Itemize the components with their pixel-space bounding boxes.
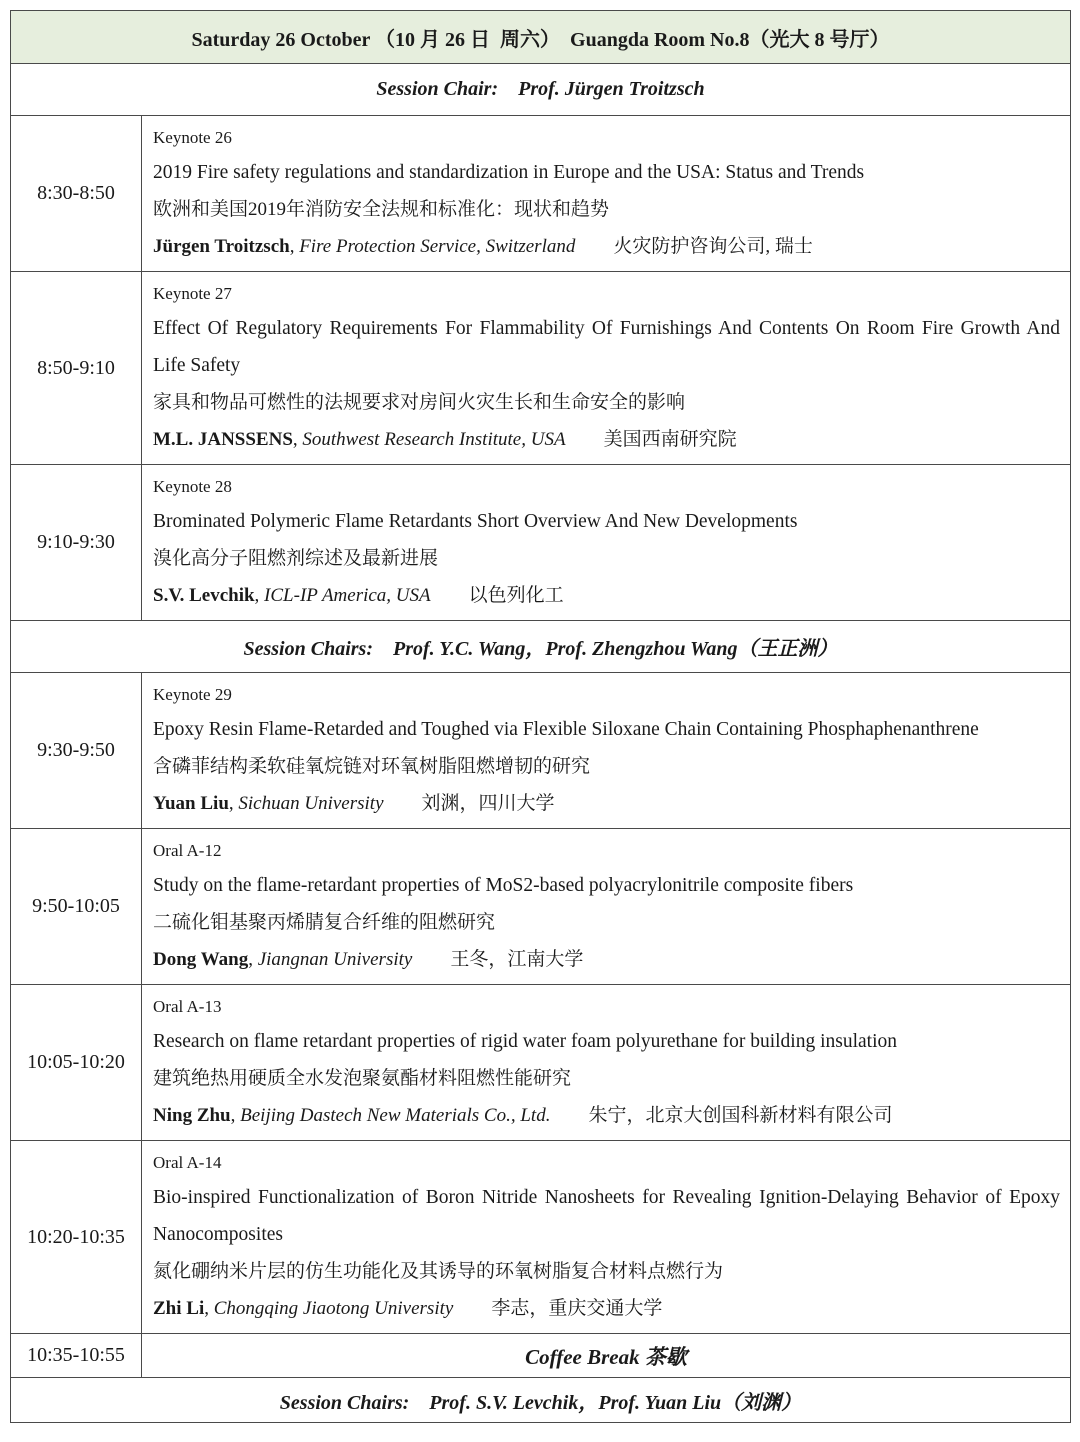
talk-author-line: Yuan Liu, Sichuan University 刘渊，四川大学 [153, 793, 555, 814]
author-affiliation-chinese: 王冬，江南大学 [450, 949, 584, 970]
session-chair: Session Chair: Prof. Jürgen Troitzsch [11, 64, 1071, 116]
talk-title: Research on flame retardant properties of rigid water foam polyurethane for building insulation [153, 1031, 897, 1052]
coffee-break-row [11, 1334, 1071, 1378]
talk-row [11, 985, 1071, 1141]
author-affiliation: Jiangnan University [257, 949, 413, 970]
author-affiliation: Southwest Research Institute, USA [302, 429, 566, 450]
talk-title: Bio-inspired Functionalization of Boron Nitride Nanosheets for Revealing Ignition-Delaying Behavior of Epoxy Nanocomposites [153, 1187, 1060, 1245]
talk-row [11, 465, 1071, 621]
talk-author-line: Jürgen Troitzsch, Fire Protection Service, Switzerland 火灾防护咨询公司, 瑞士 [153, 236, 813, 257]
author-affiliation-chinese: 以色列化工 [468, 585, 564, 606]
talk-title: Epoxy Resin Flame-Retarded and Toughed via Flexible Siloxane Chain Containing Phosphaphenanthrene [153, 719, 979, 740]
talk-type: Keynote 26 [153, 128, 232, 147]
talk-details [142, 673, 1071, 829]
author-name: Zhi Li [153, 1298, 205, 1319]
author-affiliation: Chongqing Jiaotong University [213, 1298, 454, 1319]
talk-title-chinese: 氮化硼纳米片层的仿生功能化及其诱导的环氧树脂复合材料点燃行为 [153, 1261, 724, 1282]
day-header-row [11, 11, 1071, 64]
time-slot: 8:30-8:50 [11, 116, 142, 272]
coffee-break-label: Coffee Break 茶歇 [142, 1334, 1071, 1378]
talk-type: Oral A-14 [153, 1153, 222, 1172]
author-affiliation: Beijing Dastech New Materials Co., Ltd. [240, 1105, 551, 1126]
talk-title-chinese: 建筑绝热用硬质全水发泡聚氨酯材料阻燃性能研究 [153, 1068, 572, 1089]
author-affiliation-chinese: 刘渊，四川大学 [421, 793, 555, 814]
author-name: Dong Wang [153, 949, 249, 970]
talk-row [11, 829, 1071, 985]
talk-details [142, 829, 1071, 985]
author-name: Jürgen Troitzsch [153, 236, 290, 257]
session-chair: Session Chairs: Prof. S.V. Levchik，Prof. Yuan Liu（刘渊） [11, 1378, 1071, 1423]
day-header: Saturday 26 October （10 月 26 日 周六） Guangda Room No.8（光大 8 号厅） [11, 11, 1071, 64]
talk-row [11, 272, 1071, 465]
talk-row [11, 116, 1071, 272]
talk-author-line: M.L. JANSSENS, Southwest Research Institute, USA 美国西南研究院 [153, 429, 737, 450]
talk-title-chinese: 含磷菲结构柔软硅氧烷链对环氧树脂阻燃增韧的研究 [153, 756, 591, 777]
author-affiliation: Fire Protection Service, Switzerland [299, 236, 576, 257]
talk-title-chinese: 溴化高分子阻燃剂综述及最新进展 [153, 548, 439, 569]
time-slot: 10:35-10:55 [11, 1334, 142, 1378]
talk-title-chinese: 家具和物品可燃性的法规要求对房间火灾生长和生命安全的影响 [153, 392, 686, 413]
talk-author-line: Zhi Li, Chongqing Jiaotong University 李志，重庆交通大学 [153, 1298, 663, 1319]
author-name: Ning Zhu [153, 1105, 231, 1126]
time-slot: 10:20-10:35 [11, 1141, 142, 1334]
author-affiliation-chinese: 美国西南研究院 [603, 429, 737, 450]
talk-details [142, 116, 1071, 272]
talk-title: Study on the flame-retardant properties of MoS2-based polyacrylonitrile composite fibers [153, 875, 854, 896]
time-slot: 9:10-9:30 [11, 465, 142, 621]
talk-title: Brominated Polymeric Flame Retardants Short Overview And New Developments [153, 511, 798, 532]
talk-type: Keynote 27 [153, 284, 232, 303]
talk-title-chinese: 二硫化钼基聚丙烯腈复合纤维的阻燃研究 [153, 912, 496, 933]
talk-row [11, 673, 1071, 829]
author-affiliation: ICL-IP America, USA [264, 585, 431, 606]
session-chair-row [11, 64, 1071, 116]
author-affiliation-chinese: 李志，重庆交通大学 [491, 1298, 663, 1319]
session-chair-row [11, 1378, 1071, 1423]
talk-author-line: S.V. Levchik, ICL-IP America, USA 以色列化工 [153, 585, 564, 606]
talk-details [142, 272, 1071, 465]
talk-details [142, 1141, 1071, 1334]
author-affiliation-chinese: 朱宁，北京大创国科新材料有限公司 [588, 1105, 893, 1126]
talk-type: Oral A-13 [153, 997, 222, 1016]
talk-type: Oral A-12 [153, 841, 222, 860]
session-chair-row [11, 621, 1071, 673]
talk-details [142, 985, 1071, 1141]
author-name: Yuan Liu [153, 793, 229, 814]
talk-author-line: Dong Wang, Jiangnan University 王冬，江南大学 [153, 949, 584, 970]
time-slot: 8:50-9:10 [11, 272, 142, 465]
author-name: M.L. JANSSENS [153, 429, 293, 450]
talk-row [11, 1141, 1071, 1334]
talk-type: Keynote 29 [153, 685, 232, 704]
author-affiliation-chinese: 火灾防护咨询公司, 瑞士 [613, 236, 813, 257]
talk-author-line: Ning Zhu, Beijing Dastech New Materials Co., Ltd. 朱宁，北京大创国科新材料有限公司 [153, 1105, 893, 1126]
talk-title: 2019 Fire safety regulations and standardization in Europe and the USA: Status and Trends [153, 162, 865, 183]
talk-details [142, 465, 1071, 621]
session-chair: Session Chairs: Prof. Y.C. Wang，Prof. Zhengzhou Wang（王正洲） [11, 621, 1071, 673]
schedule-table [10, 10, 1071, 1423]
time-slot: 9:30-9:50 [11, 673, 142, 829]
talk-title: Effect Of Regulatory Requirements For Flammability Of Furnishings And Contents On Room Fire Growth And Life Safety [153, 318, 1060, 376]
talk-type: Keynote 28 [153, 477, 232, 496]
author-affiliation: Sichuan University [238, 793, 384, 814]
author-name: S.V. Levchik [153, 585, 255, 606]
time-slot: 10:05-10:20 [11, 985, 142, 1141]
time-slot: 9:50-10:05 [11, 829, 142, 985]
talk-title-chinese: 欧洲和美国2019年消防安全法规和标准化：现状和趋势 [153, 199, 610, 220]
